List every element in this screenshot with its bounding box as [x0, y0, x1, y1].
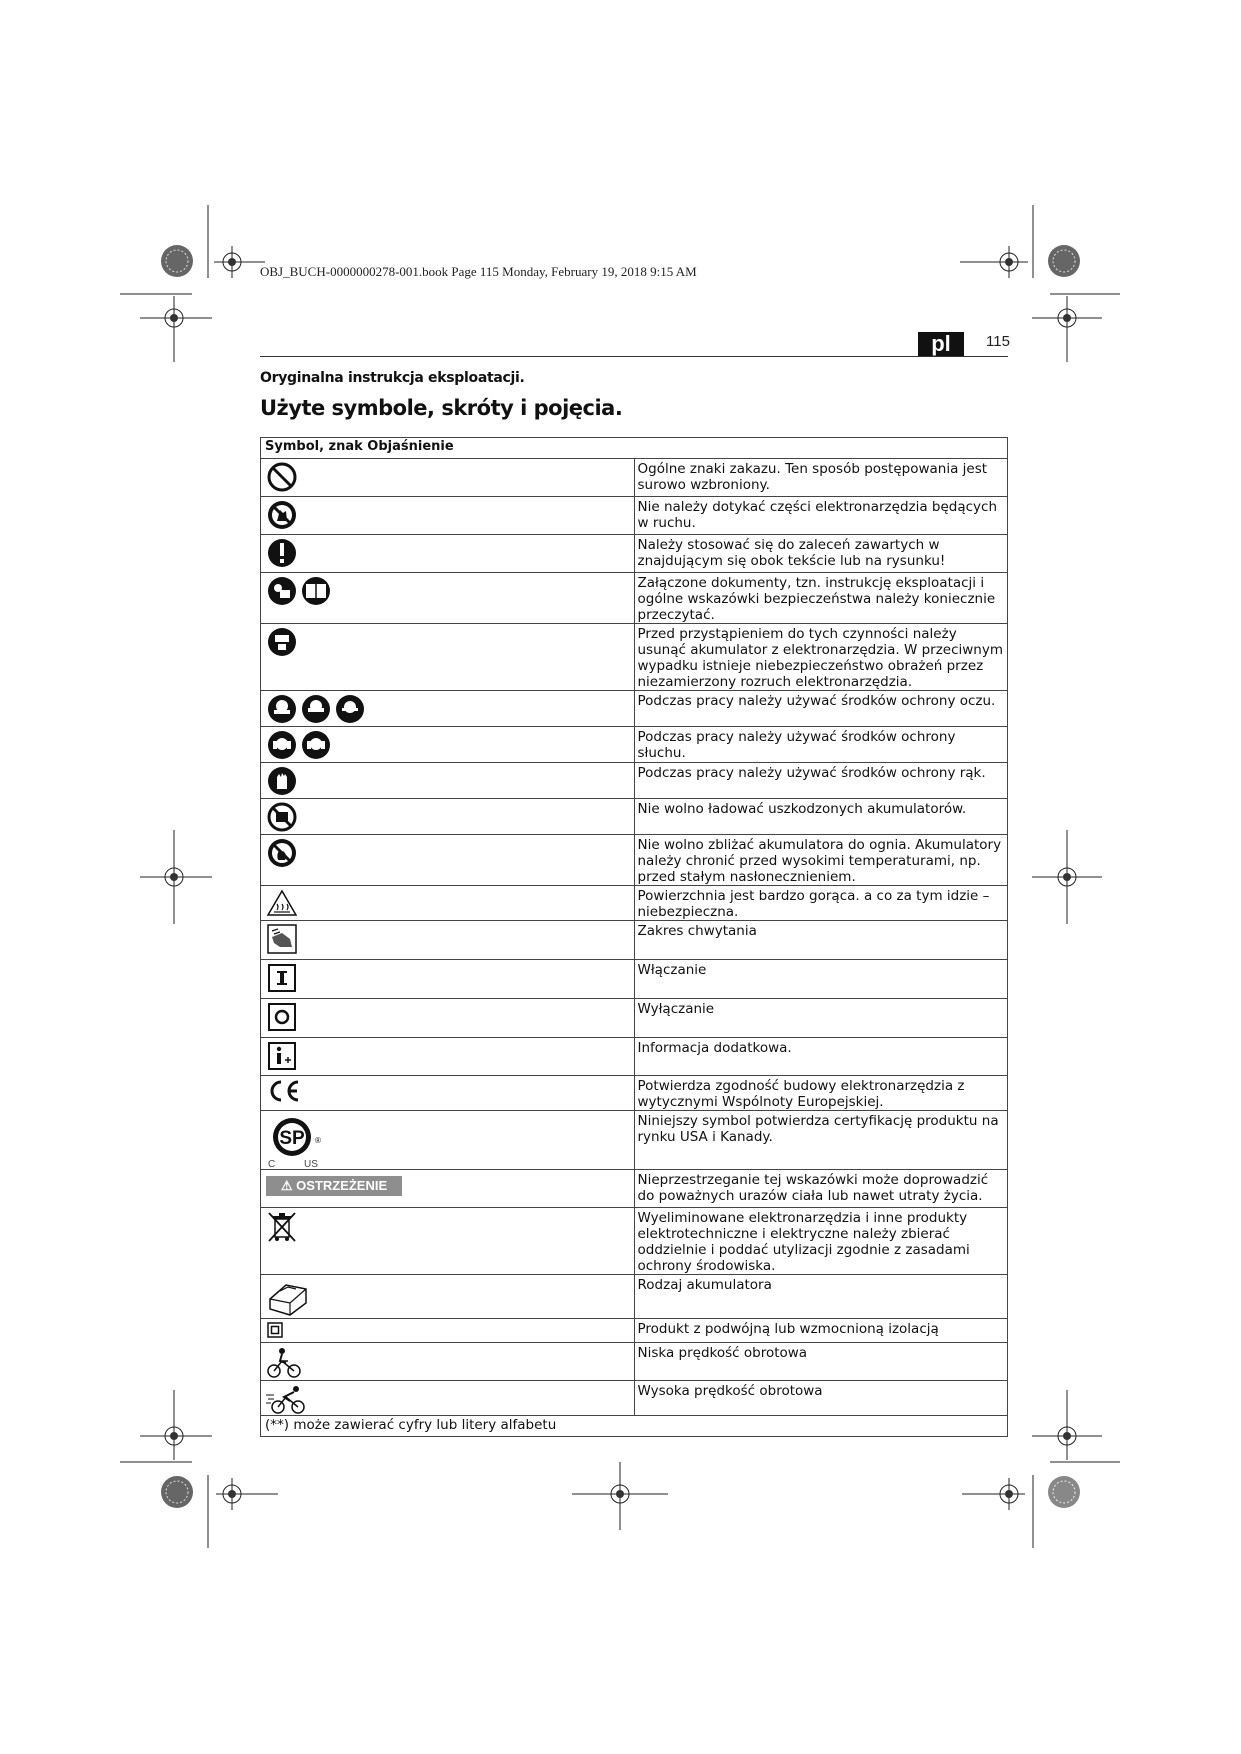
warning-badge: ⚠ OSTRZEŻENIE — [266, 1176, 402, 1196]
table-row — [261, 835, 1008, 886]
file-header: OBJ_BUCH-0000000278-001.book Page 115 Monday, February 19, 2018 9:15 AM — [260, 264, 697, 279]
low-speed-icon — [266, 1345, 304, 1379]
table-footer: (**) może zawierać cyfry lub litery alfabetu — [261, 1416, 1008, 1437]
csa-text: SP — [279, 1128, 305, 1149]
table-row — [261, 535, 1008, 573]
row-text: Włączanie — [634, 960, 1008, 999]
table-row — [261, 1038, 1008, 1076]
grip-area-icon — [266, 923, 298, 955]
read-manual-icon — [266, 575, 332, 607]
table-row — [261, 497, 1008, 535]
no-fire-battery-icon — [266, 837, 298, 869]
row-text: Nie wolno zbliżać akumulatora do ognia. Akumulatory należy chronić przed wysokimi temperaturami, np. przed stałym nasłonecznieniem. — [634, 835, 1008, 886]
table-row — [261, 1275, 1008, 1319]
row-text: Wyeliminowane elektronarzędzia i inne produkty elektrotechniczne i elektryczne należy zbierać oddzielnie i poddać utylizacji zgodnie z zasadami ochrony środowiska. — [634, 1208, 1008, 1275]
table-row — [261, 727, 1008, 763]
high-speed-icon — [266, 1383, 310, 1415]
row-text: Potwierdza zgodność budowy elektronarzędzia z wytycznymi Wspólnoty Europejskiej. — [634, 1076, 1008, 1111]
no-charging-damaged-battery-icon — [266, 801, 298, 833]
row-text: Nieprzestrzeganie tej wskazówki może doprowadzić do poważnych urazów ciała lub nawet utraty życia. — [634, 1170, 1008, 1208]
language-badge: pl — [918, 332, 964, 356]
row-text: Załączone dokumenty, tzn. instrukcję eksploatacji i ogólne wskazówki bezpieczeństwa należy koniecznie przeczytać. — [634, 573, 1008, 624]
double-insulation-icon — [266, 1321, 284, 1339]
section-title: Użyte symbole, skróty i pojęcia. — [260, 396, 623, 420]
row-text: Informacja dodatkowa. — [634, 1038, 1008, 1076]
row-text: Należy stosować się do zaleceń zawartych w znajdującym się obok tekście lub na rysunku! — [634, 535, 1008, 573]
row-text: Niniejszy symbol potwierdza certyfikację produktu na rynku USA i Kanady. — [634, 1111, 1008, 1170]
csa-mark-icon — [266, 1113, 328, 1169]
table-row — [261, 886, 1008, 921]
table-row — [261, 799, 1008, 835]
row-text: Wysoka prędkość obrotowa — [634, 1381, 1008, 1416]
table-footer-row — [261, 1416, 1008, 1437]
row-text: Przed przystąpieniem do tych czynności należy usunąć akumulator z elektronarzędzia. W przeciwnym wypadku istnieje niebezpieczeństwo obrażeń przez niezamierzony rozruch elektronarzędzia. — [634, 624, 1008, 691]
weee-bin-icon — [266, 1210, 298, 1244]
row-text: Podczas pracy należy używać środków ochrony rąk. — [634, 763, 1008, 799]
row-text: Nie wolno ładować uszkodzonych akumulatorów. — [634, 799, 1008, 835]
table-row — [261, 1111, 1008, 1170]
row-text: Produkt z podwójną lub wzmocnioną izolacją — [634, 1319, 1008, 1343]
document-subtitle: Oryginalna instrukcja eksploatacji. — [260, 370, 525, 386]
prohibition-icon — [266, 461, 298, 493]
remove-battery-icon — [266, 626, 298, 658]
hand-protection-icon — [266, 765, 298, 797]
table-header: Symbol, znak Objaśnienie — [261, 438, 1008, 459]
row-text: Nie należy dotykać części elektronarzędzia będących w ruchu. — [634, 497, 1008, 535]
row-text: Rodzaj akumulatora — [634, 1275, 1008, 1319]
row-text: Podczas pracy należy używać środków ochrony słuchu. — [634, 727, 1008, 763]
row-text: Niska prędkość obrotowa — [634, 1343, 1008, 1381]
table-row — [261, 1170, 1008, 1208]
page-number: 115 — [986, 333, 1010, 350]
table-row — [261, 459, 1008, 497]
hot-surface-icon — [266, 888, 298, 918]
table-row — [261, 960, 1008, 999]
symbols-table — [260, 437, 1008, 1437]
table-row — [261, 573, 1008, 624]
row-text: Powierzchnia jest bardzo gorąca. a co za tym idzie – niebezpieczna. — [634, 886, 1008, 921]
csa-c-label: C — [268, 1159, 276, 1169]
battery-type-icon — [266, 1277, 310, 1317]
row-text: Wyłączanie — [634, 999, 1008, 1038]
row-text: Podczas pracy należy używać środków ochrony oczu. — [634, 691, 1008, 727]
table-row — [261, 999, 1008, 1038]
table-row — [261, 1076, 1008, 1111]
table-row — [261, 1343, 1008, 1381]
table-row — [261, 1208, 1008, 1275]
table-row — [261, 763, 1008, 799]
hearing-protection-icon — [266, 729, 332, 761]
csa-us-label: US — [304, 1159, 318, 1169]
info-plus-icon — [266, 1040, 298, 1072]
registered-mark: ® — [315, 1136, 321, 1145]
table-row — [261, 921, 1008, 960]
table-row — [261, 624, 1008, 691]
row-text: Zakres chwytania — [634, 921, 1008, 960]
switch-off-icon — [266, 1001, 298, 1033]
table-row — [261, 691, 1008, 727]
no-touch-moving-parts-icon — [266, 499, 298, 531]
switch-on-icon — [266, 962, 298, 994]
table-row — [261, 1381, 1008, 1416]
table-row — [261, 1319, 1008, 1343]
table-header-row — [261, 438, 1008, 459]
row-text: Ogólne znaki zakazu. Ten sposób postępowania jest surowo wzbroniony. — [634, 459, 1008, 497]
header-rule — [260, 356, 1008, 357]
mandatory-exclamation-icon — [266, 537, 298, 569]
ce-mark-icon — [266, 1078, 302, 1104]
eye-protection-icon — [266, 693, 364, 725]
